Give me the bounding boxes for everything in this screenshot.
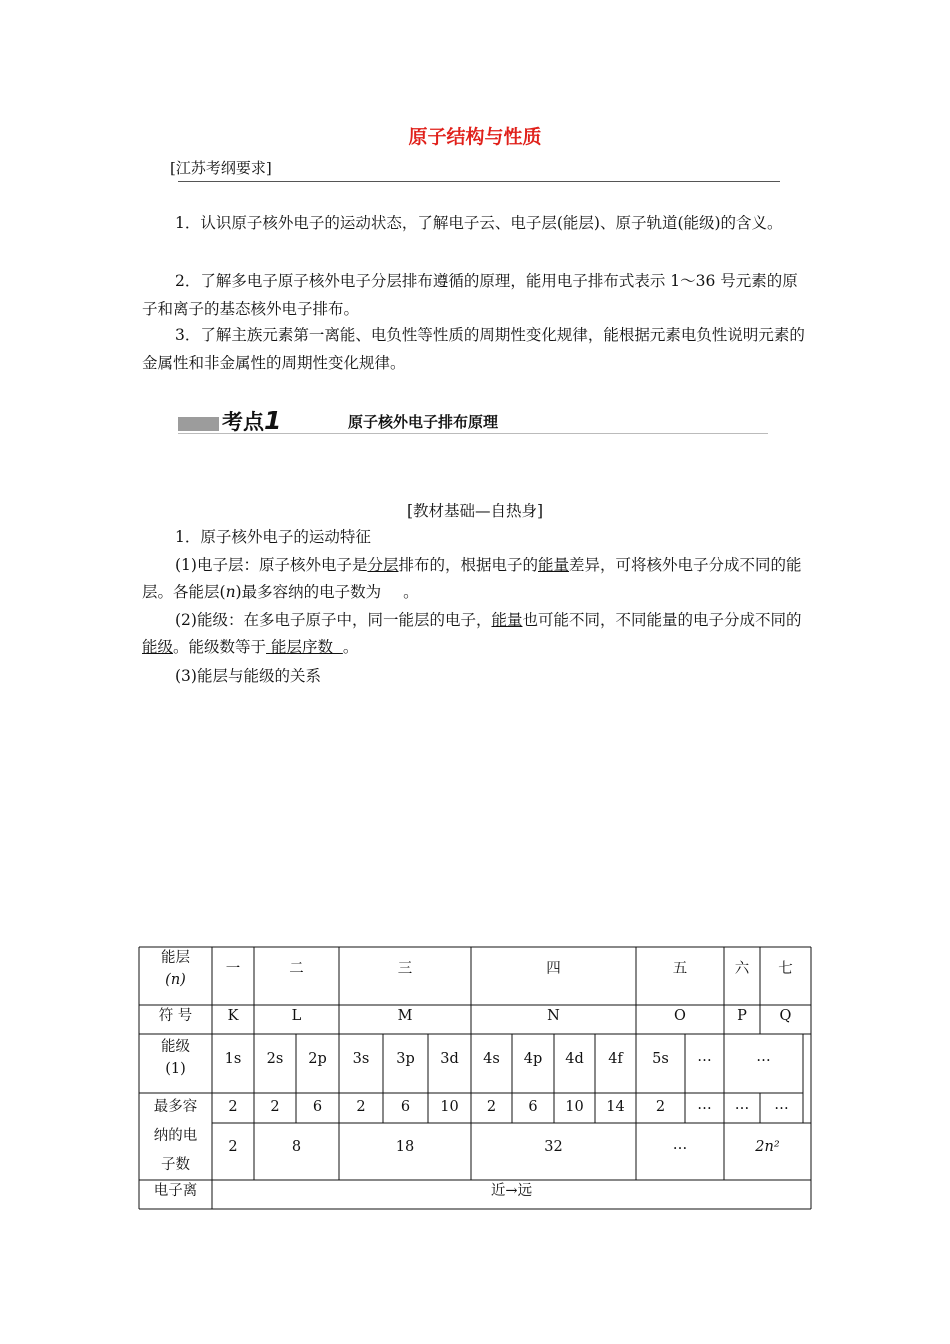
item-3-text: (3)能层与能级的关系 — [175, 667, 321, 685]
level-4p: 4p — [523, 1051, 543, 1067]
max-2p: 6 — [312, 1099, 323, 1115]
level-2p: 2p — [308, 1051, 327, 1067]
header-symbol: 符 号 — [158, 1008, 193, 1024]
max-4d: 10 — [565, 1099, 584, 1115]
header-distance: 电子离 — [153, 1183, 198, 1199]
max-layer-N: 32 — [544, 1139, 563, 1155]
requirement-1: 1．认识原子核外电子的运动状态，了解电子云、电子层(能层)、原子轨道(能级)的含义。 — [175, 214, 783, 232]
layer-2: 二 — [289, 961, 304, 977]
kaodian-number: 1 — [264, 406, 282, 435]
symbol-M: M — [397, 1008, 413, 1024]
requirement-2: 2．了解多电子原子核外电子分层排布遵循的原理，能用电子排布式表示 1～36 号元素的原子和离子的基态核外电子排布。 — [142, 272, 798, 318]
level-2s: 2s — [266, 1051, 284, 1067]
header-level: 能级 (1) — [161, 1039, 190, 1077]
symbol-N: N — [547, 1008, 560, 1024]
max-layer-M: 18 — [395, 1139, 415, 1155]
item-2-text: (2)能级：在多电子原子中，同一能层的电子，能量也可能不同，不同能量的电子分成不同的能级。能级数等于 能层序数 。 — [142, 611, 802, 656]
level-5s: 5s — [652, 1051, 669, 1067]
level-3p: 3p — [396, 1051, 415, 1067]
section-underline — [178, 433, 768, 434]
symbol-K: K — [227, 1008, 239, 1024]
level-4f: 4f — [608, 1051, 623, 1067]
kaodian-label: 考点1 — [222, 406, 282, 435]
divider — [178, 181, 780, 182]
level-4s: 4s — [483, 1051, 500, 1067]
section-1-heading: 1．原子核外电子的运动特征 — [175, 528, 371, 546]
max-4s: 2 — [486, 1099, 497, 1115]
max-4p: 6 — [528, 1099, 538, 1115]
max-ellipsis-3: … — [774, 1097, 789, 1113]
max-3s: 2 — [356, 1099, 366, 1115]
max-3p: 6 — [400, 1099, 411, 1115]
level-3s: 3s — [352, 1051, 370, 1067]
kaodian-title: 原子核外电子排布原理 — [348, 413, 499, 431]
subheading: [教材基础—自热身] — [406, 502, 544, 520]
symbol-O: O — [674, 1008, 686, 1024]
level-4d: 4d — [565, 1051, 584, 1067]
max-4f: 14 — [606, 1099, 625, 1115]
page-title: 原子结构与性质 — [408, 126, 542, 148]
max-2s: 2 — [270, 1099, 280, 1115]
layer-7: 七 — [778, 961, 793, 977]
distance-near-far: 近→远 — [490, 1183, 533, 1199]
level-ellipsis-2: … — [756, 1049, 771, 1065]
max-layer-L: 8 — [291, 1139, 302, 1155]
max-1s: 2 — [228, 1099, 238, 1115]
header-max-electrons: 最多容 纳的电 子数 — [153, 1099, 198, 1173]
symbol-Q: Q — [779, 1008, 792, 1024]
max-ellipsis-2: … — [734, 1097, 750, 1113]
requirement-3: 3．了解主族元素第一离能、电负性等性质的周期性变化规律，能根据元素电负性说明元素的金属性和非金属性的周期性变化规律。 — [142, 326, 805, 372]
layer-5: 五 — [672, 961, 688, 977]
max-layer-ellipsis: … — [672, 1137, 688, 1153]
layer-3: 三 — [397, 961, 413, 977]
max-3d: 10 — [440, 1099, 459, 1115]
level-1s: 1s — [224, 1051, 242, 1067]
layer-1: 一 — [225, 961, 241, 977]
layer-4: 四 — [546, 961, 561, 977]
layer-6: 六 — [734, 961, 750, 977]
requirements-header: [江苏考纲要求] — [170, 159, 272, 177]
header-layer: 能层 (n) — [161, 950, 190, 988]
section-bar-decoration — [178, 417, 219, 431]
level-ellipsis-1: … — [697, 1049, 712, 1065]
symbol-L: L — [291, 1008, 302, 1024]
item-1-text: (1)电子层：原子核外电子是分层排布的，根据电子的能量差异，可将核外电子分成不同的能层。各能层(n)最多容纳的电子数为 。 — [142, 556, 802, 601]
max-5s: 2 — [655, 1099, 666, 1115]
level-3d: 3d — [440, 1051, 459, 1067]
symbol-P: P — [737, 1008, 747, 1024]
max-layer-formula: 2n² — [755, 1139, 780, 1155]
max-layer-K: 2 — [228, 1139, 238, 1155]
max-ellipsis-1: … — [697, 1097, 712, 1113]
